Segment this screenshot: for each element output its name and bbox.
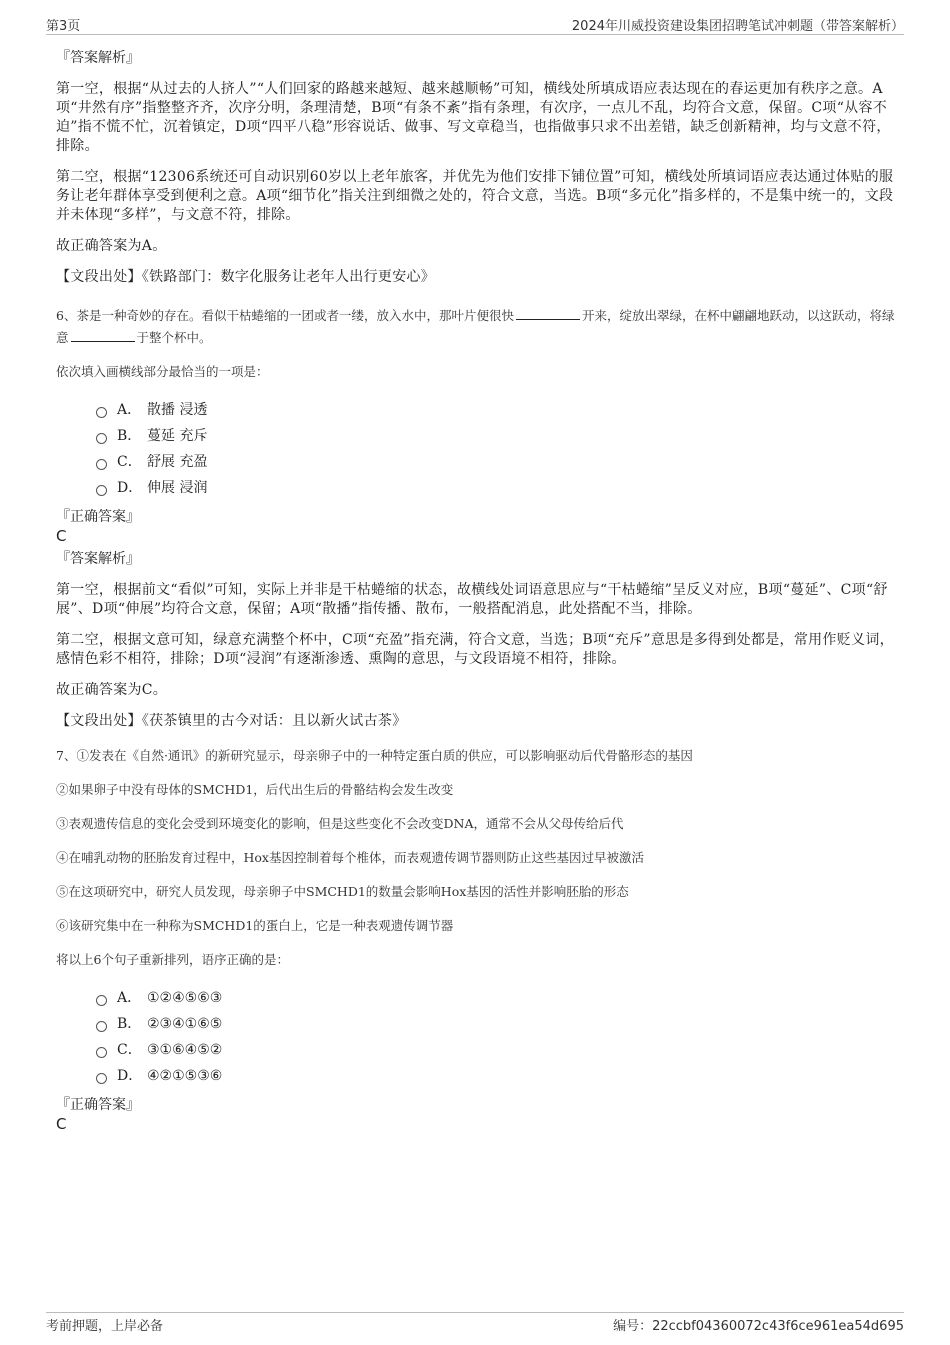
q6-stem — [56, 305, 904, 349]
option-letter: B． — [117, 1016, 142, 1032]
page-number: 第3页 — [46, 19, 81, 34]
page-footer — [46, 1312, 904, 1335]
radio-icon[interactable] — [96, 459, 107, 470]
q7-option-d[interactable] — [96, 1063, 904, 1089]
q5-source-title: 《铁路部门：数字化服务让老年人出行更安心》 — [141, 269, 436, 285]
option-text: ②③④①⑥⑤ — [147, 1016, 223, 1032]
option-letter: D． — [117, 1068, 143, 1084]
q6-option-a[interactable] — [96, 397, 904, 423]
q6-options — [96, 397, 904, 501]
option-text: ④②①⑤③⑥ — [147, 1068, 223, 1084]
q7-sentence-5: ⑤在这项研究中，研究人员发现，母亲卵子中SMCHD1的数量会影响Hox基因的活性并影响胚胎的形态 — [56, 884, 629, 899]
q6-prompt: 依次填入画横线部分最恰当的一项是： — [56, 364, 269, 379]
q7-options — [96, 985, 904, 1089]
option-letter: A． — [117, 402, 142, 418]
radio-icon[interactable] — [96, 1047, 107, 1058]
q7-option-a[interactable] — [96, 985, 904, 1011]
q6-blank-2 — [71, 329, 135, 342]
q5-analysis-p2: 第二空，根据“12306系统还可自动识别60岁以上老年旅客，并优先为他们安排下铺位置”可知，横线处所填词语应表达通过体贴的服务让老年群体享受到便利之意。A项“细节化”指关注到细微之处的，符合文意，当选。B项“多元化”指多样的，不是集中统一的，文段并未体现“多样”，与文意不符，排除。 — [56, 169, 894, 223]
q6-option-c[interactable] — [96, 449, 904, 475]
radio-icon[interactable] — [96, 433, 107, 444]
q6-analysis-p1: 第一空，根据前文“看似”可知，实际上并非是干枯蜷缩的状态，故横线处词语意思应与“干枯蜷缩”呈反义对应，B项“蔓延”、C项“舒展”、D项“伸展”均符合文意，保留；A项“散播”指传播、散布，一般搭配消息，此处搭配不当，排除。 — [56, 582, 888, 617]
q6-source — [56, 712, 904, 731]
correct-answer-label: 『正确答案』 — [56, 509, 140, 525]
q6-stem-part-c: 于整个杯中。 — [136, 330, 212, 345]
page-content — [56, 44, 904, 1133]
q7-sentence-4: ④在哺乳动物的胚胎发育过程中，Hox基因控制着每个椎体，而表观遗传调节器则防止这些基因过早被激活 — [56, 850, 644, 865]
source-label: 【文段出处】 — [56, 269, 142, 285]
footer-slogan: 考前押题，上岸必备 — [46, 1319, 164, 1334]
source-label: 【文段出处】 — [56, 713, 142, 729]
option-text: ①②④⑤⑥③ — [147, 990, 223, 1006]
q6-blank-1 — [516, 307, 580, 320]
q6-option-d[interactable] — [96, 475, 904, 501]
document-title: 2024年川威投资建设集团招聘笔试冲刺题（带答案解析） — [571, 19, 904, 34]
q7-sentence-6: ⑥该研究集中在一种称为SMCHD1的蛋白上，它是一种表观遗传调节器 — [56, 918, 454, 933]
q6-source-title: 《茯茶镇里的古今对话：且以新火试古茶》 — [141, 713, 407, 729]
q5-conclusion: 故正确答案为A。 — [56, 238, 167, 254]
document-id: 编号：22ccbf04360072c43f6ce961ea54d695 — [613, 1319, 904, 1334]
q7-prompt: 将以上6个句子重新排列，语序正确的是： — [56, 952, 289, 967]
option-letter: D． — [117, 480, 143, 496]
correct-answer-label: 『正确答案』 — [56, 1097, 140, 1113]
q6-stem-part-b: 开来，绽放出翠绿，在杯中翩翩地跃动，以这跃动，将绿意 — [56, 308, 895, 345]
q7-sentence-2: ②如果卵子中没有母体的SMCHD1，后代出生后的骨骼结构会发生改变 — [56, 782, 454, 797]
q7-option-b[interactable] — [96, 1011, 904, 1037]
option-text: 蔓延 充斥 — [147, 428, 208, 444]
radio-icon[interactable] — [96, 1073, 107, 1084]
option-text: ③①⑥④⑤② — [147, 1042, 223, 1058]
option-letter: C． — [117, 1042, 142, 1058]
q7-answer: C — [56, 1115, 67, 1133]
option-text: 伸展 浸润 — [147, 480, 208, 496]
q7-option-c[interactable] — [96, 1037, 904, 1063]
q7-sentence-1: 7、①发表在《自然·通讯》的新研究显示，母亲卵子中的一种特定蛋白质的供应，可以影响驱动后代骨骼形态的基因 — [56, 748, 693, 763]
q6-answer: C — [56, 527, 67, 545]
option-letter: B． — [117, 428, 142, 444]
option-text: 散播 浸透 — [147, 402, 208, 418]
option-text: 舒展 充盈 — [147, 454, 208, 470]
radio-icon[interactable] — [96, 485, 107, 496]
analysis-label: 『答案解析』 — [56, 551, 140, 567]
q7-sentence-3: ③表观遗传信息的变化会受到环境变化的影响，但是这些变化不会改变DNA，通常不会从父母传给后代 — [56, 816, 624, 831]
radio-icon[interactable] — [96, 407, 107, 418]
option-letter: C． — [117, 454, 142, 470]
q5-analysis-p1: 第一空，根据“从过去的人挤人”“人们回家的路越来越短、越来越顺畅”可知，横线处所填成语应表达现在的春运更加有秩序之意。A项“井然有序”指整整齐齐，次序分明，条理清楚，B项“有条不紊”指有条理，有次序，一点儿不乱，均符合文意，保留。C项“从容不迫”指不慌不忙，沉着镇定，D项“四平八稳”形容说话、做事、写文章稳当，也指做事只求不出差错，缺乏创新精神，均与文意不符，排除。 — [56, 81, 891, 154]
q6-option-b[interactable] — [96, 423, 904, 449]
radio-icon[interactable] — [96, 1021, 107, 1032]
q6-analysis-p2: 第二空，根据文意可知，绿意充满整个杯中，C项“充盈”指充满，符合文意，当选；B项“充斥”意思是多得到处都是，常用作贬义词，感情色彩不相符，排除；D项“浸润”有逐渐渗透、熏陶的意思，与文段语境不相符，排除。 — [56, 632, 894, 667]
analysis-label: 『答案解析』 — [56, 50, 140, 66]
q6-conclusion: 故正确答案为C。 — [56, 682, 168, 698]
page-header — [46, 14, 904, 35]
q5-source — [56, 268, 904, 287]
q6-stem-part-a: 6、茶是一种奇妙的存在。看似干枯蜷缩的一团或者一缕，放入水中，那叶片便很快 — [56, 308, 514, 323]
option-letter: A． — [117, 990, 142, 1006]
radio-icon[interactable] — [96, 995, 107, 1006]
